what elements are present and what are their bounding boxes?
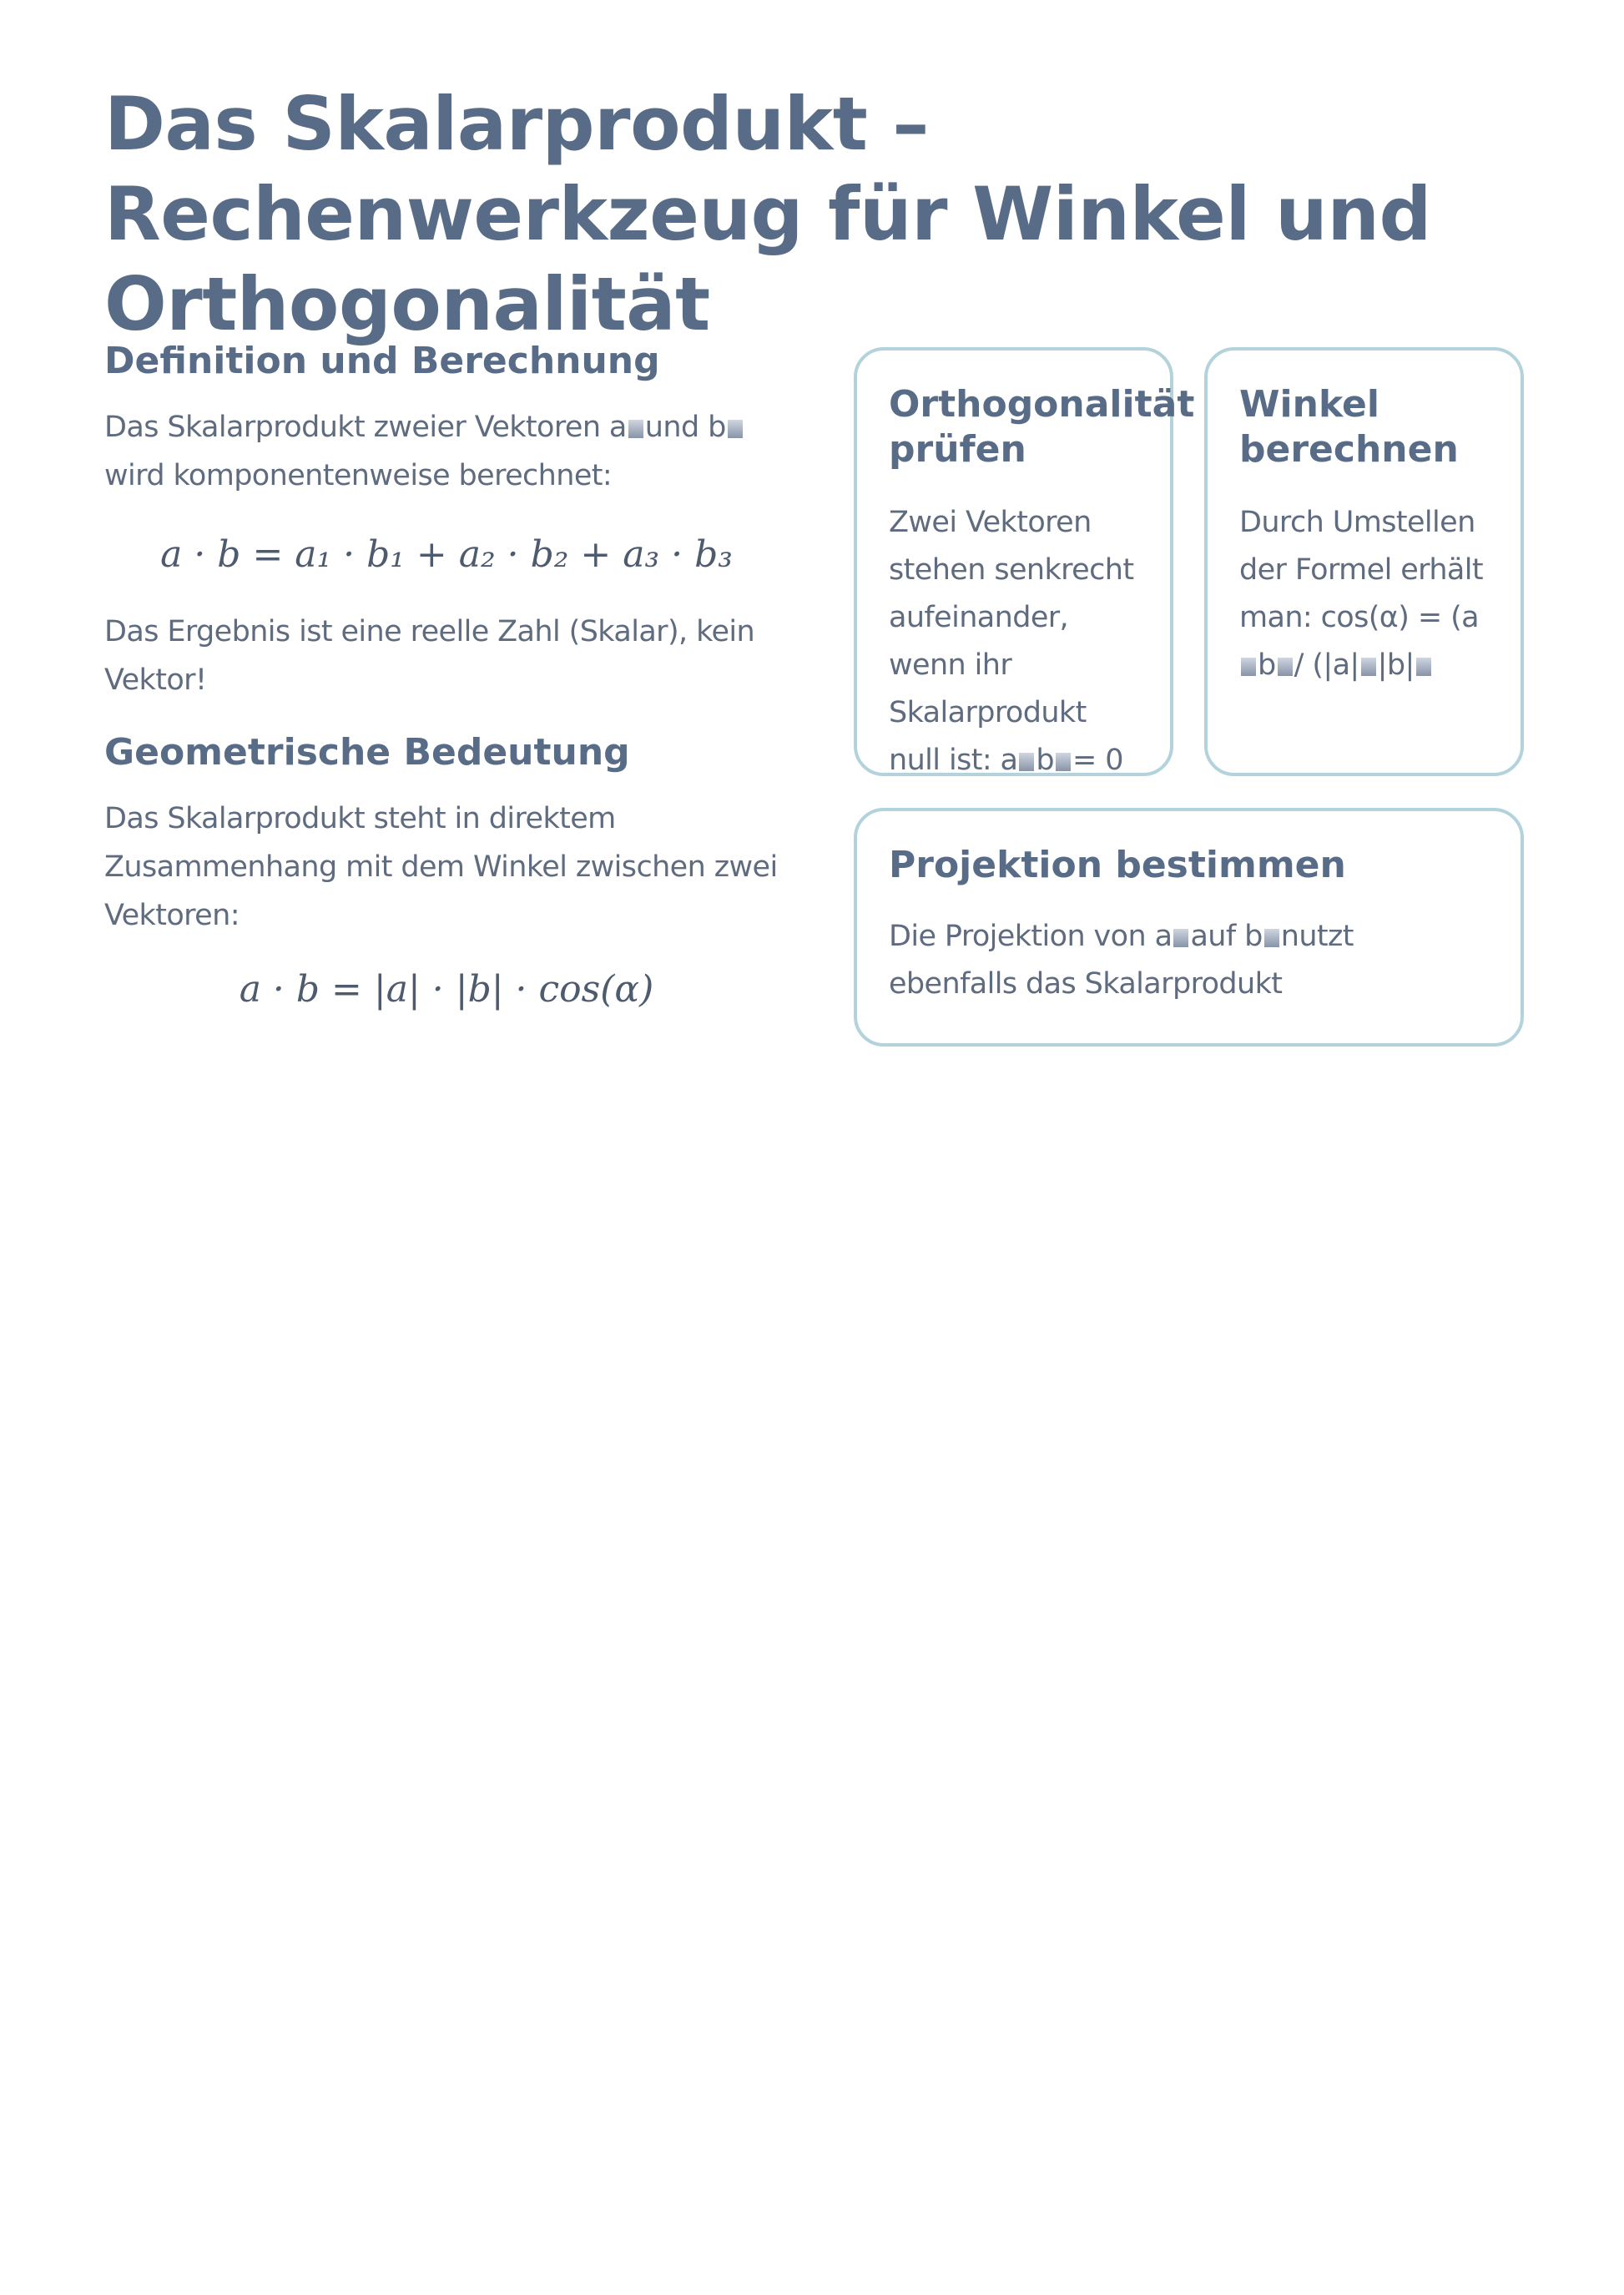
card-angle-text-part2: b: [1258, 648, 1276, 682]
definition-intro-part3: wird komponentenweise berechnet:: [104, 459, 613, 492]
card-angle: [1204, 347, 1524, 776]
geometric-text: Das Skalarprodukt steht in direktem Zusammenhang mit dem Winkel zwischen zwei Vektoren:: [104, 802, 778, 932]
dot-operator-placeholder-icon: [1241, 658, 1256, 676]
closing-bracket-placeholder-icon: [1278, 658, 1293, 676]
card-angle-text-part1: Durch Umstellen der Formel erhält man: cos(α) = (a: [1239, 506, 1483, 634]
vector-arrow-placeholder-icon: [1056, 753, 1071, 771]
card-orthogonality-text-part3: = 0: [1072, 744, 1123, 777]
vector-arrow-placeholder-icon: [728, 420, 743, 438]
geometric-heading: Geometrische Bedeutung: [104, 731, 630, 774]
closing-bracket-placeholder-icon: [1416, 658, 1431, 676]
definition-intro-part2: und b: [644, 411, 726, 444]
card-orthogonality-heading: Orthogonalität prüfen: [889, 383, 1195, 471]
card-projection-text-part3: nutzt ebenfalls das Skalarprodukt: [889, 920, 1354, 1001]
card-orthogonality-text-part2: b: [1036, 744, 1055, 777]
card-orthogonality-text: [889, 499, 1142, 784]
angle-formula: a · b = |a| · |b| · cos(α): [239, 968, 654, 1011]
card-projection-text-part2: auf b: [1190, 920, 1263, 953]
definition-section: [104, 338, 789, 704]
card-orthogonality-text-part1: Zwei Vektoren stehen senkrecht aufeinander, wenn ihr Skalarprodukt null ist: a: [889, 506, 1134, 777]
card-projection-text-part1: Die Projektion von a: [889, 920, 1173, 953]
page-title: Das Skalarprodukt – Rechenwerkzeug für Winkel und Orthogonalität: [104, 81, 1431, 347]
card-angle-heading: Winkel berechnen: [1239, 383, 1459, 471]
card-orthogonality: [854, 347, 1195, 777]
card-angle-text: [1239, 499, 1495, 689]
dot-operator-placeholder-icon: [1019, 753, 1034, 771]
card-projection-heading: Projektion bestimmen: [889, 844, 1346, 886]
geometric-section: [104, 729, 789, 1011]
card-angle-text-part4: |b|: [1377, 648, 1415, 682]
definition-intro-part1: Das Skalarprodukt zweier Vektoren a: [104, 411, 627, 444]
definition-heading: Definition und Berechnung: [104, 340, 660, 382]
definition-result: Das Ergebnis ist eine reelle Zahl (Skalar), kein Vektor!: [104, 615, 755, 697]
vector-arrow-placeholder-icon: [1264, 929, 1279, 947]
component-formula: a · b = a₁ · b₁ + a₂ · b₂ + a₃ · b₃: [160, 533, 733, 576]
vector-arrow-placeholder-icon: [628, 420, 643, 438]
main-content: [104, 338, 789, 1011]
card-angle-text-part3: / (|a|: [1294, 648, 1359, 682]
card-projection: [854, 808, 1524, 1047]
definition-intro: [104, 403, 789, 500]
card-projection-text: [889, 913, 1487, 1008]
vector-arrow-placeholder-icon: [1173, 929, 1188, 947]
dot-operator-placeholder-icon: [1361, 658, 1376, 676]
